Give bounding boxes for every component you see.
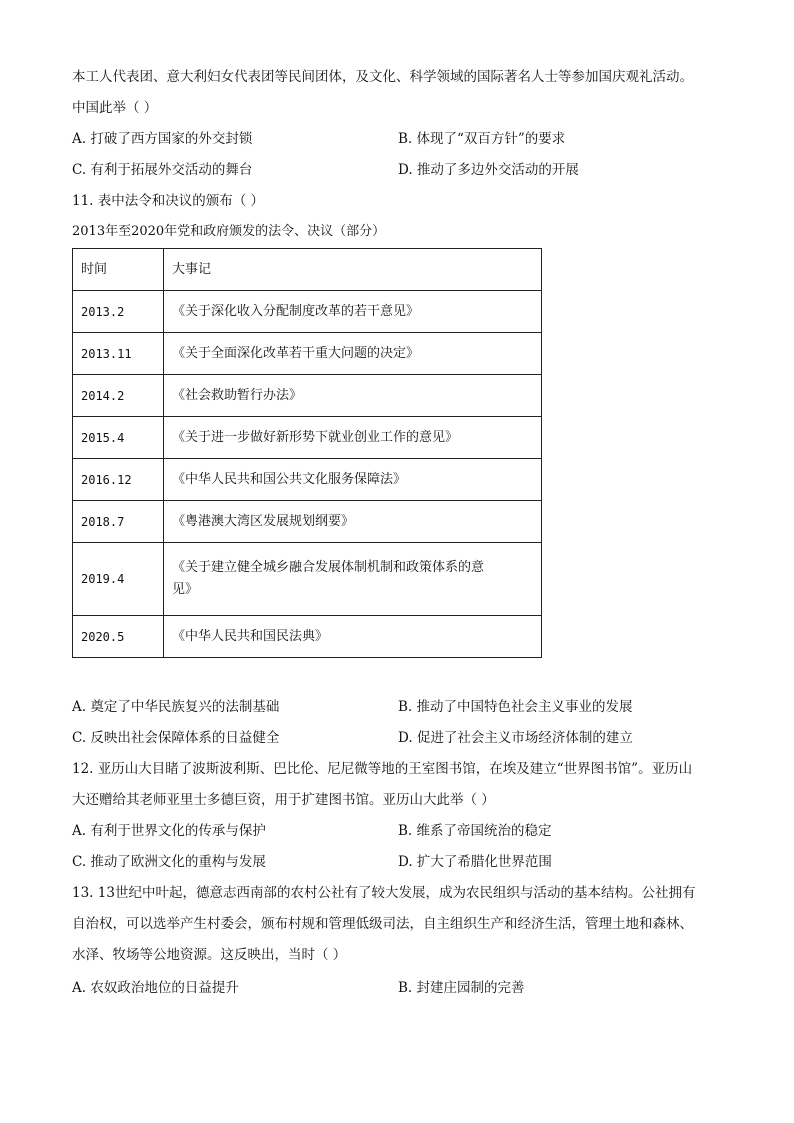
- table-row: [73, 501, 542, 543]
- row-event-line1: 《关于建立健全城乡融合发展体制机制和政策体系的意: [172, 560, 485, 575]
- table-row: [73, 616, 542, 658]
- row-date: 2020.5: [73, 616, 164, 658]
- row-date: 2019.4: [73, 543, 164, 616]
- table-header-events: 大事记: [164, 249, 542, 291]
- row-date: 2018.7: [73, 501, 164, 543]
- row-event-line2: 见》: [172, 582, 199, 597]
- table-row: [73, 291, 542, 333]
- row-event: 《中华人民共和国公共文化服务保障法》: [164, 459, 542, 501]
- table-row: [73, 459, 542, 501]
- q11-option-c: C. 反映出社会保障体系的日益健全: [72, 730, 280, 746]
- q13-option-b: B. 封建庄园制的完善: [398, 980, 525, 996]
- table-header-row: [73, 249, 542, 291]
- table-row: [73, 417, 542, 459]
- table-header-time: 时间: [73, 249, 164, 291]
- q11-option-b: B. 推动了中国特色社会主义事业的发展: [398, 699, 633, 715]
- q11-table: [72, 248, 542, 658]
- row-date: 2013.11: [73, 333, 164, 375]
- q12-option-d: D. 扩大了希腊化世界范围: [398, 854, 552, 870]
- row-event: 《关于深化收入分配制度改革的若干意见》: [164, 291, 542, 333]
- q12-stem-line1: 12. 亚历山大目睹了波斯波利斯、巴比伦、尼尼微等地的王室图书馆，在埃及建立“世界图书馆”。亚历山: [72, 761, 693, 777]
- q10-stem-line1: 本工人代表团、意大利妇女代表团等民间团体，及文化、科学领域的国际著名人士等参加国庆观礼活动。: [72, 69, 693, 85]
- q12-option-a: A. 有利于世界文化的传承与保护: [72, 823, 266, 839]
- q10-option-a: A. 打破了西方国家的外交封锁: [72, 131, 253, 147]
- row-event: 《粤港澳大湾区发展规划纲要》: [164, 501, 542, 543]
- q10-option-d: D. 推动了多边外交活动的开展: [398, 162, 579, 178]
- q10-option-c: C. 有利于拓展外交活动的舞台: [72, 162, 253, 178]
- q10-option-b: B. 体现了“双百方针”的要求: [398, 131, 566, 147]
- q13-stem-line1: 13. 13世纪中叶起，德意志西南部的农村公社有了较大发展，成为农民组织与活动的基本结构。公社拥有: [72, 885, 696, 901]
- q12-option-b: B. 维系了帝国统治的稳定: [398, 823, 552, 839]
- q11-table-caption: 2013年至2020年党和政府颁发的法令、决议（部分）: [72, 224, 386, 239]
- q11-option-a: A. 奠定了中华民族复兴的法制基础: [72, 699, 280, 715]
- row-date: 2015.4: [73, 417, 164, 459]
- row-date: 2016.12: [73, 459, 164, 501]
- q13-stem-line3: 水泽、牧场等公地资源。这反映出，当时（ ）: [72, 947, 347, 963]
- row-date: 2014.2: [73, 375, 164, 417]
- q11-option-d: D. 促进了社会主义市场经济体制的建立: [398, 730, 633, 746]
- row-event: 《中华人民共和国民法典》: [164, 616, 542, 658]
- q13-option-a: A. 农奴政治地位的日益提升: [72, 980, 239, 996]
- table-row: [73, 333, 542, 375]
- row-event: 《关于进一步做好新形势下就业创业工作的意见》: [164, 417, 542, 459]
- q11-stem: 11. 表中法令和决议的颁布（ ）: [72, 193, 265, 209]
- table-row: [73, 543, 542, 616]
- row-event: 《社会救助暂行办法》: [164, 375, 542, 417]
- row-event: 《关于全面深化改革若干重大问题的决定》: [164, 333, 542, 375]
- q10-stem-line2: 中国此举（ ）: [72, 100, 158, 116]
- row-date: 2013.2: [73, 291, 164, 333]
- q13-stem-line2: 自治权，可以选举产生村委会，颁布村规和管理低级司法，自主组织生产和经济生活，管理土地和森林、: [72, 916, 693, 932]
- q12-option-c: C. 推动了欧洲文化的重构与发展: [72, 854, 266, 870]
- table-row: [73, 375, 542, 417]
- row-event: [164, 543, 542, 616]
- q12-stem-line2: 大还赠给其老师亚里士多德巨资，用于扩建图书馆。亚历山大此举（ ）: [72, 792, 495, 808]
